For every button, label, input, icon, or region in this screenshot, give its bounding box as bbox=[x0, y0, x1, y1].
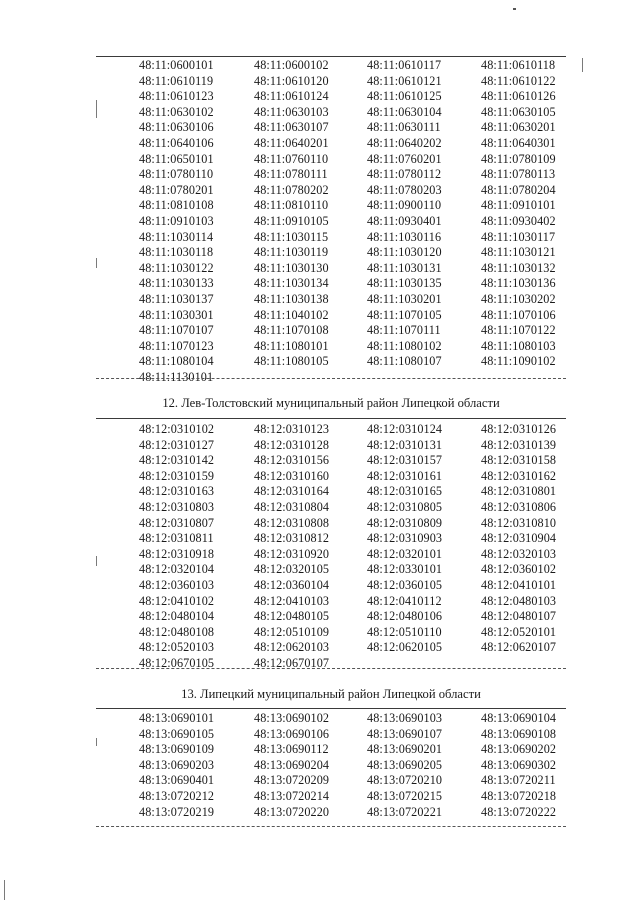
cadastral-code-cell: 48:11:0610123 bbox=[139, 89, 214, 104]
scan-edge-mark bbox=[4, 880, 5, 900]
cadastral-code-cell: 48:12:0310904 bbox=[481, 531, 557, 546]
cadastral-code-cell: 48:11:1030121 bbox=[481, 245, 556, 260]
cadastral-code-cell: 48:13:0690101 bbox=[139, 711, 215, 725]
cadastral-code-cell: 48:12:0480103 bbox=[481, 593, 557, 608]
cadastral-code-cell: 48:12:0360105 bbox=[367, 577, 443, 592]
cadastral-code-cell: 48:11:1070105 bbox=[367, 307, 442, 322]
cadastral-code-cell: 48:11:0610119 bbox=[139, 73, 214, 88]
cadastral-code-cell: 48:11:0650101 bbox=[139, 151, 214, 166]
cadastral-code-cell: 48:11:0610121 bbox=[367, 73, 442, 88]
cadastral-code-cell: 48:11:1070106 bbox=[481, 307, 556, 322]
cadastral-code-cell: 48:11:1030138 bbox=[254, 291, 329, 306]
cadastral-code-cell: 48:12:0310161 bbox=[367, 468, 443, 483]
scan-margin-mark bbox=[582, 58, 583, 72]
cadastral-code-cell: 48:12:0310164 bbox=[254, 484, 330, 499]
cadastral-code-cell: 48:11:0640106 bbox=[139, 135, 214, 150]
cadastral-code-cell: 48:13:0720210 bbox=[367, 773, 443, 788]
cadastral-code-cell: 48:12:0360103 bbox=[139, 577, 215, 592]
cadastral-code-cell: 48:13:0690204 bbox=[254, 757, 330, 772]
scan-margin-mark bbox=[96, 738, 97, 746]
cadastral-code-cell: 48:12:0620105 bbox=[367, 640, 443, 655]
cadastral-code-cell: 48:11:1130101 bbox=[139, 369, 214, 384]
cadastral-code-cell: 48:12:0310126 bbox=[481, 422, 557, 436]
cadastral-code-cell: 48:11:1030114 bbox=[139, 229, 214, 244]
cadastral-code-cell: 48:12:0310165 bbox=[367, 484, 443, 499]
cadastral-code-cell: 48:11:0930402 bbox=[481, 213, 556, 228]
cadastral-code-cell: 48:13:0690201 bbox=[367, 742, 443, 757]
cadastral-code-cell: 48:12:0310810 bbox=[481, 515, 557, 530]
cadastral-code-cell: 48:12:0670107 bbox=[254, 655, 330, 670]
cadastral-code-cell: 48:11:0630111 bbox=[367, 120, 441, 135]
cadastral-code-cell: 48:11:0780112 bbox=[367, 167, 442, 182]
cadastral-code-cell: 48:13:0720215 bbox=[367, 788, 443, 803]
cadastral-code-cell: 48:11:1030301 bbox=[139, 307, 214, 322]
cadastral-code-cell: 48:12:0360102 bbox=[481, 562, 557, 577]
cadastral-code-cell: 48:11:0810108 bbox=[139, 198, 214, 213]
cadastral-code-cell: 48:11:0780113 bbox=[481, 167, 556, 182]
cadastral-code-cell: 48:12:0620107 bbox=[481, 640, 557, 655]
cadastral-code-cell: 48:12:0410103 bbox=[254, 593, 330, 608]
cadastral-code-cell: 48:12:0310124 bbox=[367, 422, 443, 436]
cadastral-code-cell: 48:12:0310128 bbox=[254, 437, 330, 452]
cadastral-code-cell: 48:13:0690302 bbox=[481, 757, 557, 772]
scan-margin-mark bbox=[96, 100, 97, 118]
cadastral-code-cell: 48:13:0720221 bbox=[367, 804, 443, 819]
cadastral-code-cell: 48:12:0310158 bbox=[481, 453, 557, 468]
cadastral-code-cell: 48:13:0720212 bbox=[139, 788, 215, 803]
cadastral-code-cell: 48:13:0720222 bbox=[481, 804, 557, 819]
cadastral-code-cell: 48:11:1030132 bbox=[481, 260, 556, 275]
cadastral-code-cell: 48:11:1030117 bbox=[481, 229, 556, 244]
cadastral-code-cell: 48:13:0690112 bbox=[254, 742, 329, 757]
cadastral-code-cell: 48:11:1030202 bbox=[481, 291, 556, 306]
cadastral-code-cell: 48:12:0310804 bbox=[254, 499, 330, 514]
cadastral-code-cell: 48:11:0630201 bbox=[481, 120, 556, 135]
cadastral-code-cell: 48:11:1030118 bbox=[139, 245, 214, 260]
cadastral-code-cell: 48:13:0690202 bbox=[481, 742, 557, 757]
cadastral-code-cell: 48:11:1030134 bbox=[254, 276, 329, 291]
cadastral-code-cell: 48:12:0480107 bbox=[481, 609, 557, 624]
cadastral-code-cell: 48:12:0310156 bbox=[254, 453, 330, 468]
cadastral-code-cell: 48:13:0690106 bbox=[254, 726, 330, 741]
cadastral-code-cell: 48:11:1030119 bbox=[254, 245, 329, 260]
cadastral-code-cell: 48:12:0620103 bbox=[254, 640, 330, 655]
cadastral-code-cell: 48:12:0320103 bbox=[481, 546, 557, 561]
cadastral-code-cell: 48:12:0410102 bbox=[139, 593, 215, 608]
cadastral-code-cell: 48:11:1030122 bbox=[139, 260, 214, 275]
cadastral-code-cell: 48:12:0310918 bbox=[139, 546, 215, 561]
cadastral-code-cell: 48:12:0310159 bbox=[139, 468, 215, 483]
table-top-rule bbox=[96, 708, 566, 709]
cadastral-code-cell: 48:12:0320101 bbox=[367, 546, 443, 561]
cadastral-table-13 bbox=[139, 711, 579, 820]
cadastral-code-cell: 48:12:0310157 bbox=[367, 453, 443, 468]
cadastral-code-cell: 48:12:0310803 bbox=[139, 499, 215, 514]
section-heading-12: 12. Лев-Толстовский муниципальный район Липецкой области bbox=[162, 396, 500, 410]
cadastral-code-cell: 48:13:0690205 bbox=[367, 757, 443, 772]
cadastral-code-cell: 48:12:0320104 bbox=[139, 562, 215, 577]
cadastral-code-cell: 48:11:1030115 bbox=[254, 229, 329, 244]
cadastral-code-cell: 48:12:0310801 bbox=[481, 484, 557, 499]
cadastral-code-cell: 48:11:0910101 bbox=[481, 198, 556, 213]
cadastral-code-cell: 48:11:1030133 bbox=[139, 276, 214, 291]
cadastral-code-cell: 48:12:0520101 bbox=[481, 624, 557, 639]
cadastral-code-cell: 48:12:0310127 bbox=[139, 437, 215, 452]
cadastral-code-cell: 48:11:0780204 bbox=[481, 182, 556, 197]
cadastral-code-cell: 48:11:1030136 bbox=[481, 276, 556, 291]
cadastral-code-cell: 48:11:0610124 bbox=[254, 89, 329, 104]
cadastral-code-cell: 48:11:1030120 bbox=[367, 245, 442, 260]
cadastral-code-cell: 48:12:0310123 bbox=[254, 422, 330, 436]
cadastral-code-cell: 48:11:0780202 bbox=[254, 182, 329, 197]
cadastral-code-cell: 48:13:0690401 bbox=[139, 773, 215, 788]
cadastral-code-cell: 48:11:0640301 bbox=[481, 135, 556, 150]
cadastral-code-cell: 48:11:0780109 bbox=[481, 151, 556, 166]
cadastral-code-cell: 48:11:0780201 bbox=[139, 182, 214, 197]
cadastral-code-cell: 48:11:1070122 bbox=[481, 323, 556, 338]
cadastral-code-cell: 48:12:0310139 bbox=[481, 437, 557, 452]
cadastral-code-cell: 48:12:0320105 bbox=[254, 562, 330, 577]
section-heading-13: 13. Липецкий муниципальный район Липецкой области bbox=[181, 687, 481, 701]
cadastral-code-cell: 48:11:0760110 bbox=[254, 151, 329, 166]
cadastral-code-cell: 48:11:0630105 bbox=[481, 104, 556, 119]
cadastral-code-cell: 48:12:0310160 bbox=[254, 468, 330, 483]
cadastral-code-cell: 48:13:0720218 bbox=[481, 788, 557, 803]
cadastral-code-cell: 48:11:0610117 bbox=[367, 58, 442, 72]
cadastral-code-cell: 48:13:0690108 bbox=[481, 726, 557, 741]
cadastral-code-cell: 48:11:0610125 bbox=[367, 89, 442, 104]
cadastral-code-cell: 48:11:0930401 bbox=[367, 213, 442, 228]
table-top-rule bbox=[96, 418, 566, 419]
cadastral-code-cell: 48:12:0480105 bbox=[254, 609, 330, 624]
cadastral-code-cell: 48:11:1080105 bbox=[254, 354, 329, 369]
cadastral-code-cell: 48:11:0600102 bbox=[254, 58, 329, 72]
cadastral-code-cell: 48:11:0780203 bbox=[367, 182, 442, 197]
cadastral-code-cell: 48:12:0310102 bbox=[139, 422, 215, 436]
cadastral-code-cell: 48:12:0310806 bbox=[481, 499, 557, 514]
cadastral-code-cell: 48:12:0310162 bbox=[481, 468, 557, 483]
cadastral-code-cell: 48:13:0720211 bbox=[481, 773, 556, 788]
cadastral-code-cell: 48:13:0690104 bbox=[481, 711, 557, 725]
cadastral-code-cell: 48:13:0690203 bbox=[139, 757, 215, 772]
cadastral-code-cell: 48:11:1070111 bbox=[367, 323, 441, 338]
cadastral-code-cell: 48:11:1080102 bbox=[367, 338, 442, 353]
cadastral-code-cell: 48:11:0910105 bbox=[254, 213, 329, 228]
cadastral-code-cell: 48:12:0480104 bbox=[139, 609, 215, 624]
cadastral-code-cell: 48:11:1040102 bbox=[254, 307, 329, 322]
cadastral-code-cell: 48:11:0780110 bbox=[139, 167, 214, 182]
scan-margin-mark bbox=[96, 258, 97, 268]
table-bottom-rule bbox=[96, 826, 566, 827]
cadastral-code-cell: 48:11:0630104 bbox=[367, 104, 442, 119]
cadastral-code-cell: 48:13:0720219 bbox=[139, 804, 215, 819]
cadastral-code-cell: 48:11:1090102 bbox=[481, 354, 556, 369]
cadastral-code-cell: 48:13:0690109 bbox=[139, 742, 215, 757]
cadastral-table-11 bbox=[139, 58, 579, 385]
cadastral-code-cell: 48:12:0310807 bbox=[139, 515, 215, 530]
cadastral-code-cell: 48:12:0310163 bbox=[139, 484, 215, 499]
cadastral-code-cell: 48:12:0330101 bbox=[367, 562, 443, 577]
cadastral-code-cell: 48:12:0510109 bbox=[254, 624, 330, 639]
cadastral-code-cell: 48:11:1030201 bbox=[367, 291, 442, 306]
cadastral-code-cell: 48:11:0630106 bbox=[139, 120, 214, 135]
cadastral-code-cell: 48:11:0760201 bbox=[367, 151, 442, 166]
cadastral-code-cell: 48:12:0310131 bbox=[367, 437, 443, 452]
cadastral-code-cell: 48:11:0610122 bbox=[481, 73, 556, 88]
cadastral-code-cell: 48:11:1030130 bbox=[254, 260, 329, 275]
scan-speck bbox=[513, 8, 516, 10]
cadastral-code-cell: 48:12:0310920 bbox=[254, 546, 330, 561]
cadastral-code-cell: 48:11:1030116 bbox=[367, 229, 442, 244]
cadastral-code-cell: 48:12:0480108 bbox=[139, 624, 215, 639]
cadastral-code-cell: 48:11:1030131 bbox=[367, 260, 442, 275]
cadastral-code-cell: 48:13:0720214 bbox=[254, 788, 330, 803]
cadastral-code-cell: 48:11:0610118 bbox=[481, 58, 556, 72]
table-bottom-rule bbox=[96, 378, 566, 379]
cadastral-code-cell: 48:11:0900110 bbox=[367, 198, 442, 213]
cadastral-code-cell: 48:11:0780111 bbox=[254, 167, 328, 182]
cadastral-code-cell: 48:11:0630103 bbox=[254, 104, 329, 119]
cadastral-code-cell: 48:12:0520103 bbox=[139, 640, 215, 655]
cadastral-code-cell: 48:11:0910103 bbox=[139, 213, 214, 228]
cadastral-code-cell: 48:11:0640201 bbox=[254, 135, 329, 150]
cadastral-code-cell: 48:12:0480106 bbox=[367, 609, 443, 624]
table-bottom-rule bbox=[96, 668, 566, 669]
cadastral-code-cell: 48:13:0690107 bbox=[367, 726, 443, 741]
cadastral-code-cell: 48:13:0690105 bbox=[139, 726, 215, 741]
scan-margin-mark bbox=[96, 556, 97, 566]
cadastral-code-cell: 48:12:0510110 bbox=[367, 624, 442, 639]
cadastral-code-cell: 48:11:1070107 bbox=[139, 323, 214, 338]
cadastral-code-cell: 48:11:0640202 bbox=[367, 135, 442, 150]
cadastral-code-cell: 48:11:1080104 bbox=[139, 354, 214, 369]
cadastral-code-cell: 48:13:0720220 bbox=[254, 804, 330, 819]
cadastral-code-cell: 48:12:0310809 bbox=[367, 515, 443, 530]
cadastral-code-cell: 48:12:0310805 bbox=[367, 499, 443, 514]
cadastral-code-cell: 48:12:0670105 bbox=[139, 655, 215, 670]
cadastral-code-cell: 48:11:1080103 bbox=[481, 338, 556, 353]
cadastral-code-cell: 48:13:0720209 bbox=[254, 773, 330, 788]
cadastral-code-cell: 48:12:0310903 bbox=[367, 531, 443, 546]
cadastral-code-cell: 48:12:0410101 bbox=[481, 577, 557, 592]
cadastral-code-cell: 48:11:0610120 bbox=[254, 73, 329, 88]
cadastral-code-cell: 48:12:0360104 bbox=[254, 577, 330, 592]
table-top-rule bbox=[96, 56, 566, 57]
cadastral-code-cell: 48:11:1080101 bbox=[254, 338, 329, 353]
cadastral-code-cell: 48:11:1080107 bbox=[367, 354, 442, 369]
cadastral-code-cell: 48:11:0630107 bbox=[254, 120, 329, 135]
cadastral-code-cell: 48:12:0310808 bbox=[254, 515, 330, 530]
cadastral-code-cell: 48:11:0630102 bbox=[139, 104, 214, 119]
cadastral-code-cell: 48:11:0600101 bbox=[139, 58, 214, 72]
cadastral-code-cell: 48:12:0310811 bbox=[139, 531, 214, 546]
cadastral-code-cell: 48:11:0610126 bbox=[481, 89, 556, 104]
cadastral-code-cell: 48:11:1070108 bbox=[254, 323, 329, 338]
cadastral-code-cell: 48:12:0310812 bbox=[254, 531, 330, 546]
cadastral-code-cell: 48:13:0690102 bbox=[254, 711, 330, 725]
cadastral-code-cell: 48:12:0410112 bbox=[367, 593, 442, 608]
cadastral-code-cell: 48:12:0310142 bbox=[139, 453, 215, 468]
cadastral-table-12 bbox=[139, 422, 579, 672]
cadastral-code-cell: 48:11:1030135 bbox=[367, 276, 442, 291]
cadastral-code-cell: 48:11:1070123 bbox=[139, 338, 214, 353]
cadastral-code-cell: 48:11:0810110 bbox=[254, 198, 329, 213]
cadastral-code-cell: 48:11:1030137 bbox=[139, 291, 214, 306]
cadastral-code-cell: 48:13:0690103 bbox=[367, 711, 443, 725]
